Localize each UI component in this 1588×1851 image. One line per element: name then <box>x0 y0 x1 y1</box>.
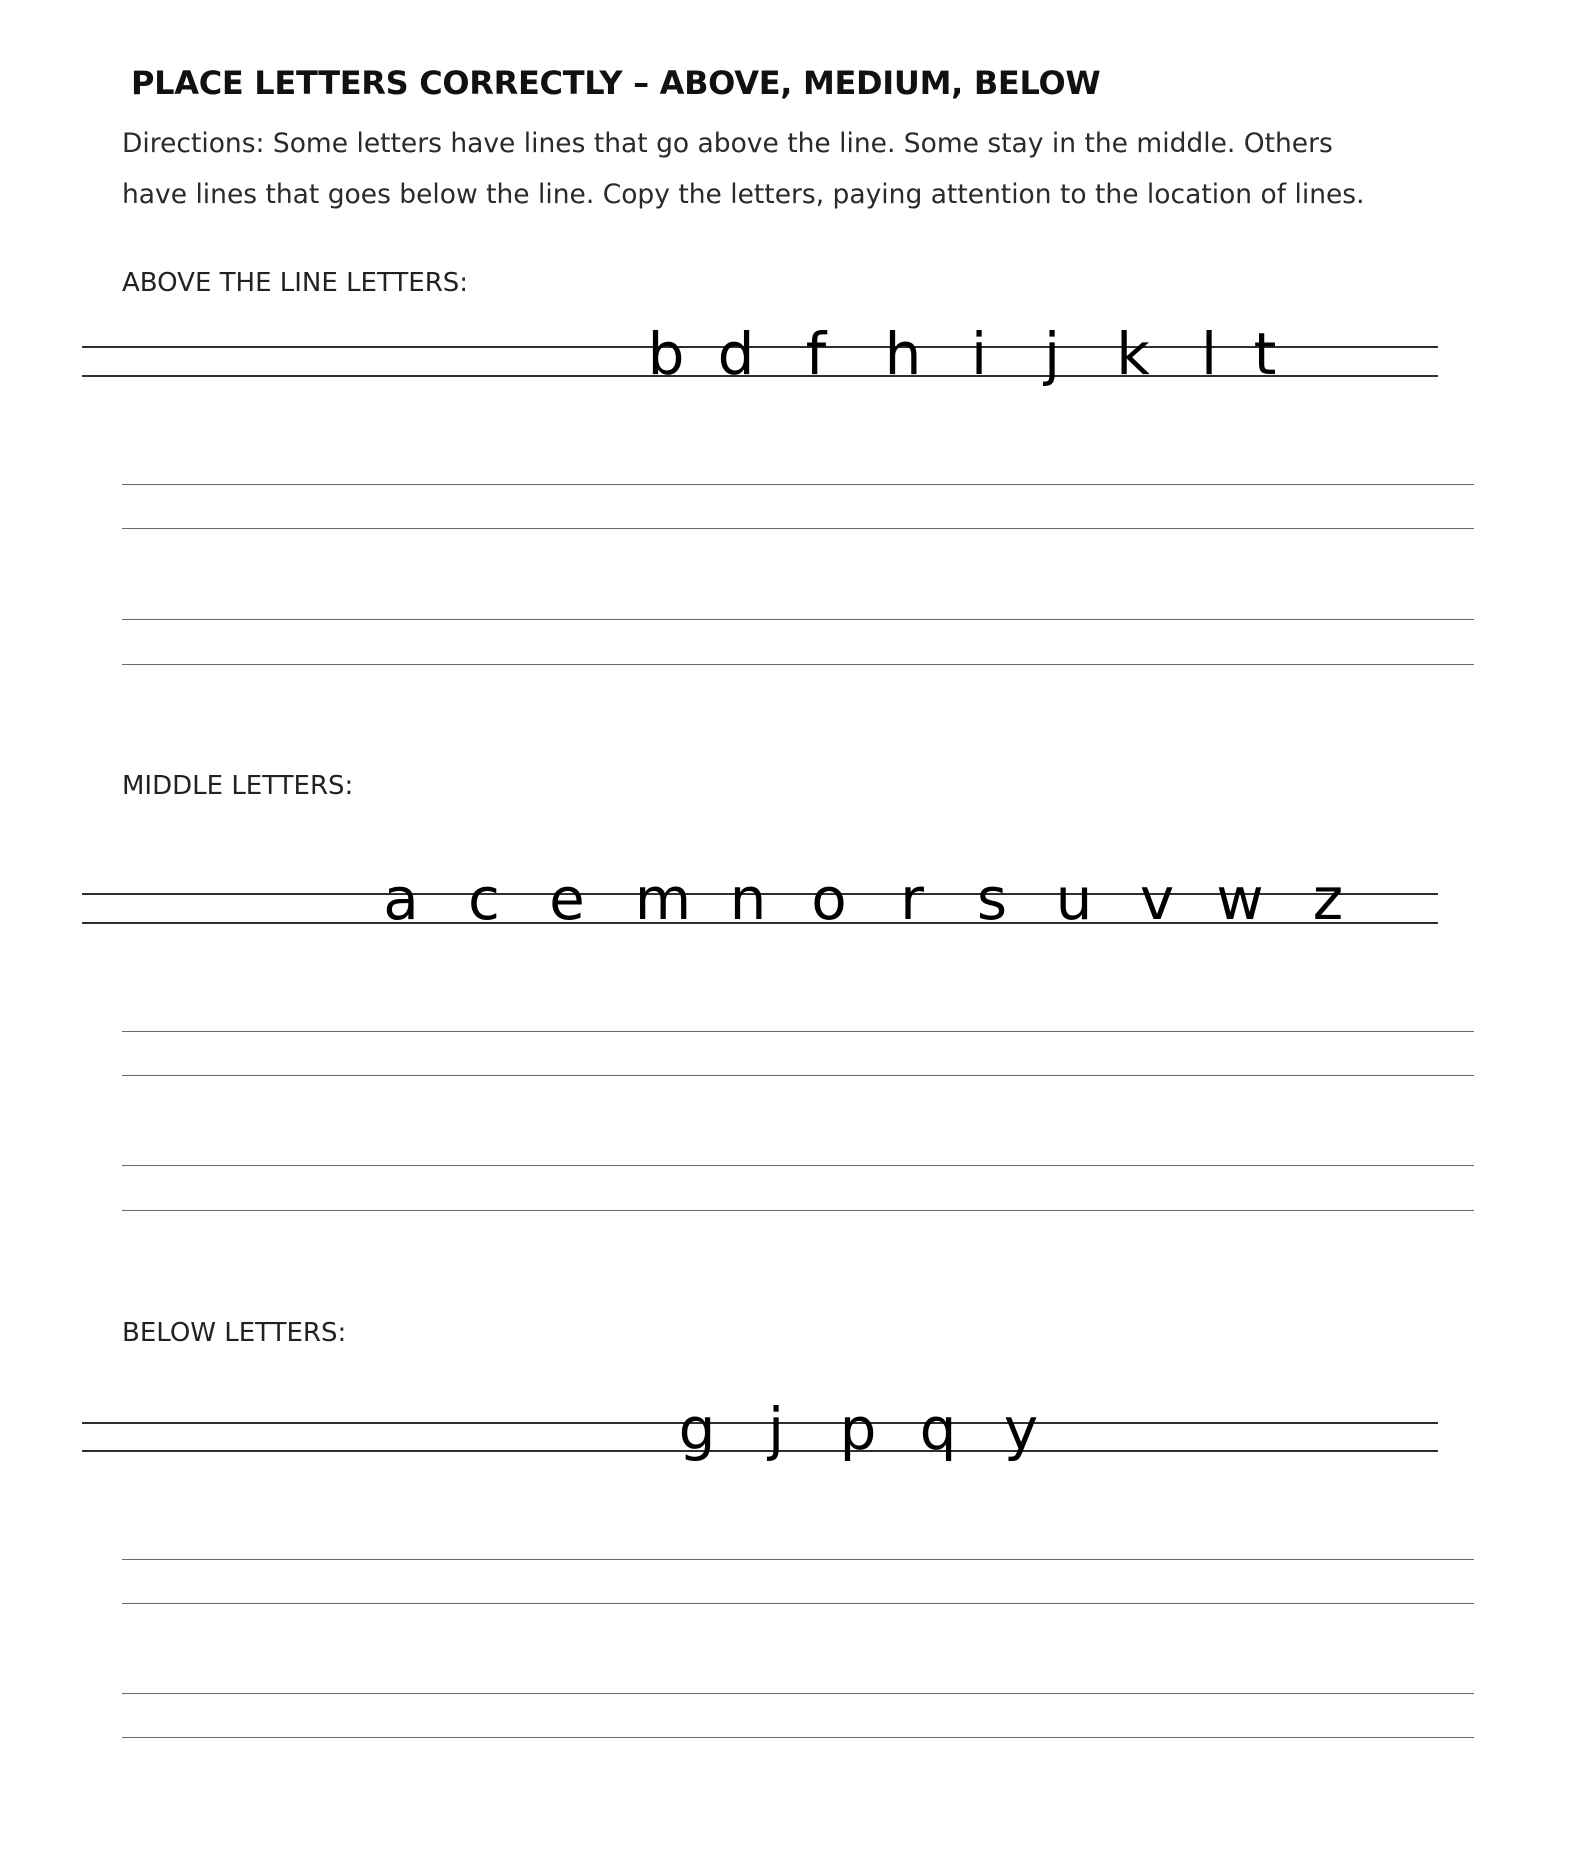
example-letter-w: w <box>1216 865 1264 933</box>
practice-line <box>122 1031 1474 1032</box>
example-letter-i: i <box>970 320 988 388</box>
section-label-above: ABOVE THE LINE LETTERS: <box>122 268 469 298</box>
practice-line <box>122 1693 1474 1694</box>
example-letter-a: a <box>383 865 419 933</box>
worksheet-title: PLACE LETTERS CORRECTLY – ABOVE, MEDIUM, BELOW <box>131 64 1101 102</box>
directions-line-1: Directions: Some letters have lines that go above the line. Some stay in the middle. Others <box>122 128 1333 159</box>
example-letter-j: j <box>1043 320 1061 388</box>
practice-line <box>122 1165 1474 1166</box>
directions-text <box>122 118 1365 220</box>
example-base-line <box>82 1450 1438 1452</box>
practice-line <box>122 619 1474 620</box>
example-top-line <box>82 346 1438 348</box>
example-letter-q: q <box>919 1395 957 1463</box>
practice-line <box>122 528 1474 529</box>
example-letter-r: r <box>900 865 924 933</box>
example-letter-e: e <box>549 865 585 933</box>
example-letter-z: z <box>1312 865 1344 933</box>
example-letter-k: k <box>1116 320 1150 388</box>
example-letter-g: g <box>678 1395 716 1463</box>
example-letter-o: o <box>811 865 847 933</box>
example-letter-f: f <box>805 320 827 388</box>
example-letter-j: j <box>767 1395 785 1463</box>
example-top-line <box>82 1422 1438 1424</box>
example-letter-d: d <box>717 320 755 388</box>
practice-line <box>122 1559 1474 1560</box>
directions-line-2: have lines that goes below the line. Copy the letters, paying attention to the location of lines. <box>122 179 1365 210</box>
section-label-middle: MIDDLE LETTERS: <box>122 771 354 801</box>
example-base-line <box>82 375 1438 377</box>
example-letter-t: t <box>1253 320 1277 388</box>
example-letter-s: s <box>976 865 1008 933</box>
practice-line <box>122 1075 1474 1076</box>
example-letter-v: v <box>1139 865 1175 933</box>
practice-line <box>122 664 1474 665</box>
section-label-below: BELOW LETTERS: <box>122 1318 347 1348</box>
example-letter-y: y <box>1003 1395 1039 1463</box>
practice-line <box>122 1737 1474 1738</box>
example-letter-p: p <box>839 1395 877 1463</box>
example-letter-b: b <box>647 320 685 388</box>
example-letter-n: n <box>729 865 767 933</box>
example-letter-m: m <box>634 865 692 933</box>
example-letter-u: u <box>1055 865 1093 933</box>
practice-line <box>122 484 1474 485</box>
example-letter-c: c <box>468 865 500 933</box>
practice-line <box>122 1603 1474 1604</box>
example-letter-l: l <box>1200 320 1218 388</box>
practice-line <box>122 1210 1474 1211</box>
example-letter-h: h <box>884 320 922 388</box>
